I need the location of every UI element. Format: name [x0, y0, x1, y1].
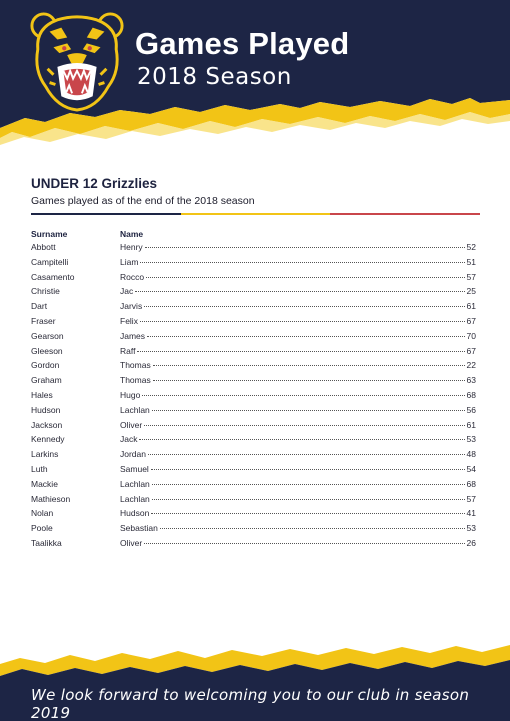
dot-leader: [152, 499, 465, 500]
surname-cell: Casamento: [31, 271, 75, 282]
team-description: Games played as of the end of the 2018 season: [31, 195, 255, 207]
games-count-cell: 68: [466, 389, 476, 400]
surname-cell: Gordon: [31, 360, 60, 371]
games-count-cell: 25: [466, 286, 476, 297]
name-cell: Thomas: [120, 375, 151, 386]
table-row: [31, 434, 476, 449]
surname-cell: Campitelli: [31, 256, 69, 267]
games-count-cell: 70: [466, 330, 476, 341]
surname-cell: Hudson: [31, 404, 61, 415]
name-cell: Jac: [120, 286, 134, 297]
name-cell: Rocco: [120, 271, 145, 282]
name-cell: Jordan: [120, 449, 146, 460]
games-count-cell: 52: [466, 242, 476, 252]
dot-leader: [146, 277, 464, 278]
dot-leader: [153, 380, 465, 381]
dot-leader: [144, 306, 464, 307]
footer-message: We look forward to welcoming you to our club in season 2019: [31, 686, 470, 721]
dot-leader: [160, 528, 465, 529]
table-row: [31, 464, 476, 479]
games-count-cell: 63: [466, 375, 476, 386]
games-count-cell: 68: [466, 478, 476, 489]
table-row: [31, 538, 476, 553]
dot-leader: [145, 247, 465, 248]
name-cell: Samuel: [120, 463, 149, 474]
table-row: [31, 257, 476, 272]
dot-leader: [152, 484, 465, 485]
games-count-cell: 22: [466, 360, 476, 371]
table-header: [31, 229, 476, 241]
games-count-cell: 51: [466, 256, 476, 267]
games-count-cell: 53: [466, 434, 476, 445]
name-cell: Sebastian: [120, 523, 158, 534]
table-row: [31, 316, 476, 331]
dot-leader: [144, 425, 464, 426]
team-heading: UNDER 12 Grizzlies: [31, 176, 158, 191]
name-cell: Lachlan: [120, 478, 150, 489]
surname-column-header: Surname: [31, 229, 68, 239]
table-row: [31, 286, 476, 301]
table-row: [31, 405, 476, 420]
name-cell: Hudson: [120, 508, 150, 519]
surname-cell: Jackson: [31, 419, 63, 430]
table-row: [31, 346, 476, 361]
table-row: [31, 375, 476, 390]
name-cell: Oliver: [120, 537, 143, 548]
dot-leader: [152, 410, 465, 411]
games-count-cell: 61: [466, 419, 476, 430]
games-count-cell: 57: [466, 493, 476, 504]
name-cell: James: [120, 330, 146, 341]
surname-cell: Luth: [31, 463, 48, 474]
games-count-cell: 56: [466, 404, 476, 415]
surname-cell: Graham: [31, 375, 62, 386]
name-cell: Thomas: [120, 360, 151, 371]
surname-cell: Mackie: [31, 478, 58, 489]
surname-cell: Hales: [31, 389, 53, 400]
table-row: [31, 523, 476, 538]
name-cell: Hugo: [120, 389, 141, 400]
surname-cell: Larkins: [31, 449, 59, 460]
dot-leader: [148, 454, 465, 455]
table-row: [31, 420, 476, 435]
dot-leader: [151, 513, 464, 514]
name-column-header: Name: [120, 229, 144, 239]
page-title: Games Played: [135, 26, 350, 61]
dot-leader: [140, 321, 465, 322]
games-count-cell: 48: [466, 449, 476, 460]
name-cell: Jack: [120, 434, 138, 445]
name-cell: Lachlan: [120, 493, 150, 504]
table-row: [31, 272, 476, 287]
games-count-cell: 67: [466, 315, 476, 326]
table-body: [31, 242, 476, 553]
dot-leader: [142, 395, 464, 396]
name-cell: Lachlan: [120, 404, 150, 415]
surname-cell: Christie: [31, 286, 60, 297]
tricolor-divider: [31, 213, 480, 215]
dot-leader: [137, 351, 464, 352]
games-count-cell: 57: [466, 271, 476, 282]
games-table: [31, 229, 476, 553]
games-count-cell: 67: [466, 345, 476, 356]
name-cell: Oliver: [120, 419, 143, 430]
name-cell: Raff: [120, 345, 136, 356]
surname-cell: Kennedy: [31, 434, 65, 445]
table-row: [31, 301, 476, 316]
games-count-cell: 41: [466, 508, 476, 519]
surname-cell: Mathieson: [31, 493, 71, 504]
dot-leader: [139, 439, 464, 440]
dot-leader: [151, 469, 465, 470]
surname-cell: Abbott: [31, 242, 56, 252]
name-cell: Jarvis: [120, 301, 143, 312]
grizzly-bear-head-icon: [28, 10, 126, 112]
name-cell: Felix: [120, 315, 138, 326]
name-cell: Henry: [120, 242, 143, 252]
surname-cell: Fraser: [31, 315, 56, 326]
surname-cell: Dart: [31, 301, 48, 312]
surname-cell: Poole: [31, 523, 53, 534]
surname-cell: Nolan: [31, 508, 54, 519]
games-count-cell: 26: [466, 537, 476, 548]
dot-leader: [140, 262, 464, 263]
surname-cell: Gearson: [31, 330, 64, 341]
dot-leader: [153, 365, 465, 366]
name-cell: Liam: [120, 256, 139, 267]
table-row: [31, 508, 476, 523]
dot-leader: [144, 543, 464, 544]
games-count-cell: 61: [466, 301, 476, 312]
table-row: [31, 479, 476, 494]
surname-cell: Gleeson: [31, 345, 63, 356]
page-subtitle: 2018 Season: [137, 64, 292, 90]
table-row: [31, 449, 476, 464]
table-row: [31, 390, 476, 405]
team-section: [31, 176, 480, 215]
surname-cell: Taalikka: [31, 537, 62, 548]
header-banner: [0, 0, 510, 160]
table-row: [31, 331, 476, 346]
table-row: [31, 494, 476, 509]
table-row: [31, 360, 476, 375]
dot-leader: [147, 336, 464, 337]
games-count-cell: 54: [466, 463, 476, 474]
dot-leader: [135, 291, 464, 292]
games-count-cell: 53: [466, 523, 476, 534]
table-row: [31, 242, 476, 257]
